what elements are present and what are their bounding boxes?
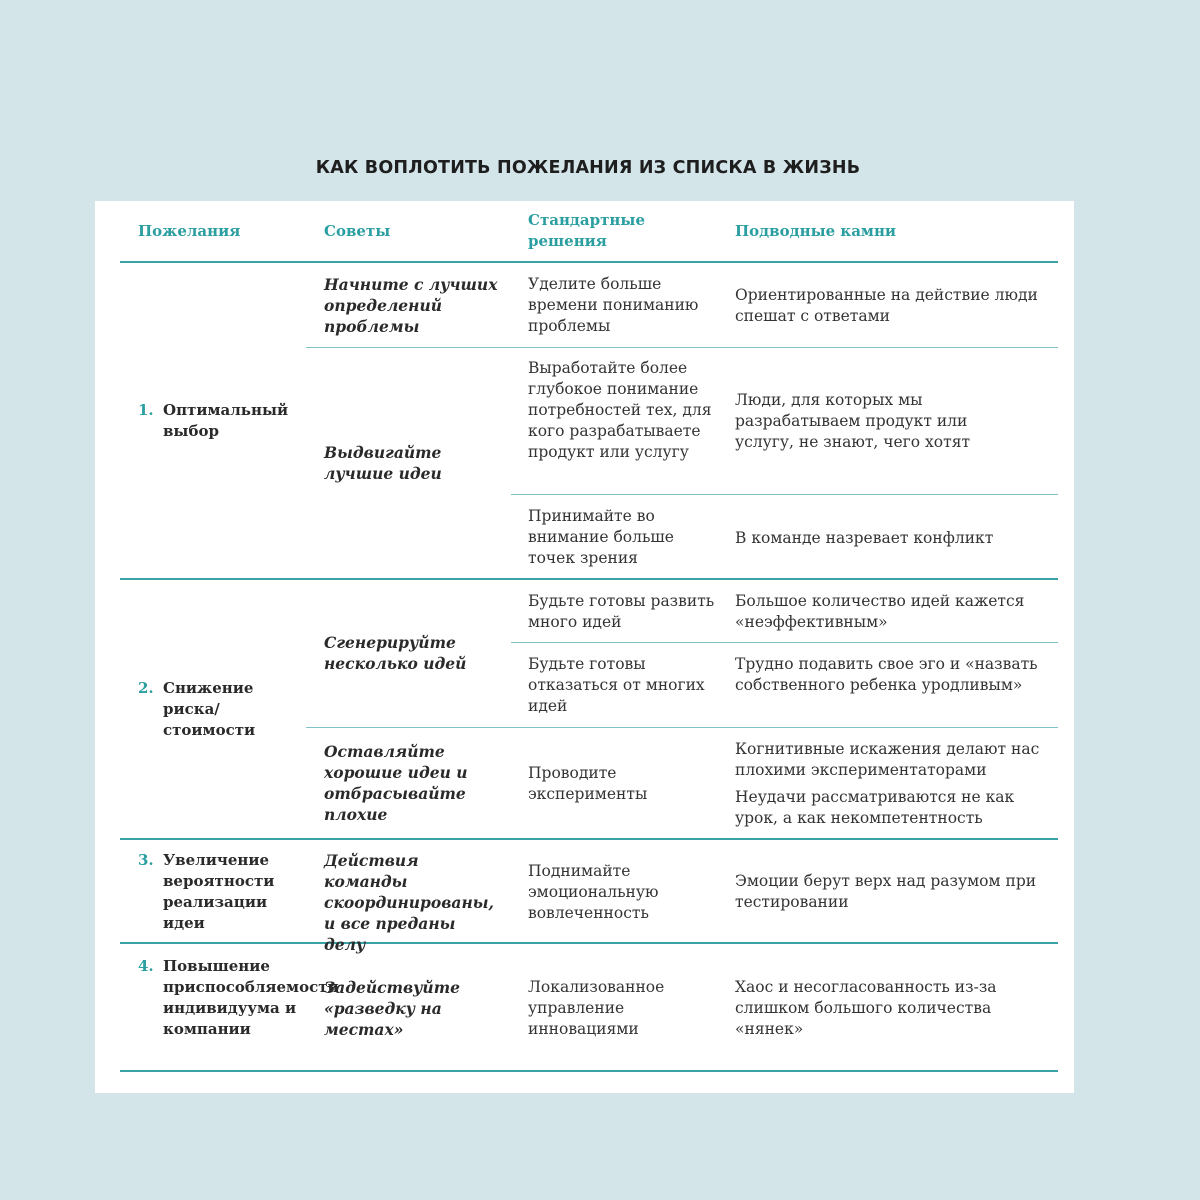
pitfall-cell: Большое количество идей кажется «неэффективным» xyxy=(735,592,1025,631)
solution-cell: Будьте готовы отказаться от многих идей xyxy=(528,655,705,715)
solution-cell: Поднимайте эмоциональную вовлеченность xyxy=(528,862,659,922)
section-divider xyxy=(120,838,1058,840)
page-title: КАК ВОПЛОТИТЬ ПОЖЕЛАНИЯ ИЗ СПИСКА В ЖИЗНЬ xyxy=(315,158,861,178)
tip-cell: Выдвигайте лучшие идеи xyxy=(324,443,442,483)
table-bottom-rule xyxy=(120,1070,1058,1072)
row-divider xyxy=(306,347,1058,348)
wish-label: Снижение риска/ стоимости xyxy=(163,679,256,739)
header-pitfalls: Подводные камни xyxy=(735,222,897,240)
wish-label: Увеличение вероятности реализации идеи xyxy=(163,851,275,932)
wish-cell xyxy=(138,400,303,442)
pitfall-cell: Ориентированные на действие люди спешат с ответами xyxy=(735,286,1038,325)
header-solutions: Стандартные решения xyxy=(528,211,645,250)
header-wishes: Пожелания xyxy=(138,222,241,240)
tip-cell: Сгенерируйте несколько идей xyxy=(324,633,467,673)
wish-number: 3. xyxy=(138,851,154,869)
section-divider xyxy=(120,942,1058,944)
wish-cell xyxy=(138,956,339,1040)
pitfall-cell: Когнитивные искажения делают нас плохими экспериментаторами xyxy=(735,740,1040,779)
section-divider xyxy=(120,578,1058,580)
tip-cell: Начните с лучших определений проблемы xyxy=(324,275,498,336)
pitfall-cell: В команде назревает конфликт xyxy=(735,529,994,547)
solution-cell: Принимайте во внимание больше точек зрения xyxy=(528,507,674,567)
header-divider xyxy=(120,261,1058,263)
row-divider xyxy=(511,642,1058,643)
tip-cell: Действия команды скоординированы, и все преданы делу xyxy=(324,851,494,954)
wish-number: 1. xyxy=(138,401,154,419)
header-tips: Советы xyxy=(324,222,391,240)
solution-cell: Будьте готовы развить много идей xyxy=(528,592,715,631)
row-divider xyxy=(306,727,1058,728)
tip-cell: Задействуйте «разведку на местах» xyxy=(324,978,460,1039)
pitfall-cell: Трудно подавить свое эго и «назвать собственного ребенка уродливым» xyxy=(735,655,1038,694)
pitfall-cell: Люди, для которых мы разрабатываем продукт или услугу, не знают, чего хотят xyxy=(735,391,971,451)
wish-number: 4. xyxy=(138,957,154,975)
solution-cell: Уделите больше времени пониманию проблемы xyxy=(528,275,699,335)
tip-cell: Оставляйте хорошие идеи и отбрасывайте плохие xyxy=(324,742,468,824)
wish-number: 2. xyxy=(138,679,154,697)
solution-cell: Выработайте более глубокое понимание потребностей тех, для кого разрабатываете продукт или услугу xyxy=(528,359,712,461)
row-divider xyxy=(511,494,1058,495)
solution-cell: Проводите эксперименты xyxy=(528,764,648,803)
pitfall-cell: Эмоции берут верх над разумом при тестировании xyxy=(735,872,1037,911)
pitfall-cell: Неудачи рассматриваются не как урок, а как некомпетентность xyxy=(735,788,1015,827)
pitfall-cell: Хаос и несогласованность из-за слишком большого количества «нянек» xyxy=(735,978,997,1038)
solution-cell: Локализованное управление инновациями xyxy=(528,978,665,1038)
wish-label: Оптимальный выбор xyxy=(163,401,289,440)
wish-label: Повышение приспособляемости индивидуума и компании xyxy=(163,957,339,1038)
wish-cell xyxy=(138,678,303,741)
wish-cell xyxy=(138,850,303,934)
